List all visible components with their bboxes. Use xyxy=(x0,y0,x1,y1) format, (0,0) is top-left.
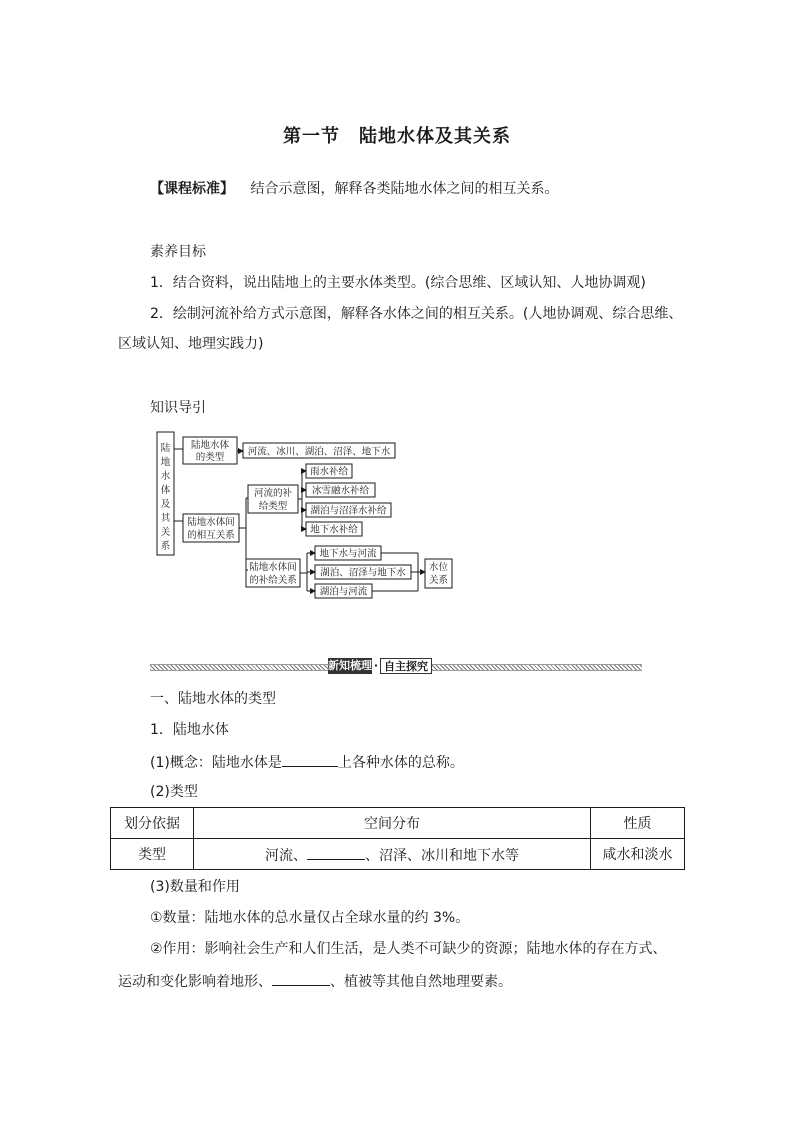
page-title: 第一节 陆地水体及其关系 xyxy=(283,126,511,147)
concept-post: 上各种水体的总称。 xyxy=(337,755,464,771)
banner-stripe-left xyxy=(150,664,328,671)
types-table xyxy=(110,807,685,870)
diagram-relation-line-1: 陆地水体间 xyxy=(187,517,235,528)
diagram-supply-line-1: 河流的补 xyxy=(253,488,293,499)
role-pre: 运动和变化影响着地形、 xyxy=(118,974,272,990)
quantity-label: (3)数量和作用 xyxy=(150,879,240,895)
concept-line xyxy=(150,751,464,773)
guide-heading: 知识导引 xyxy=(150,400,206,416)
diagram-root-char-1: 陆 xyxy=(160,443,171,454)
distribution-blank[interactable] xyxy=(307,844,365,860)
diagram-supply-line-2: 给类型 xyxy=(258,501,288,512)
literacy-heading: 素养目标 xyxy=(150,244,206,260)
concept-pre: (1)概念：陆地水体是 xyxy=(150,755,282,771)
diagram-types-list: 河流、冰川、湖泊、沼泽、地下水 xyxy=(247,446,391,458)
diagram-root-char-5: 及 xyxy=(160,499,171,510)
course-standard-text: 结合示意图，解释各类陆地水体之间的相互关系。 xyxy=(250,181,559,197)
role-blank[interactable] xyxy=(272,970,330,986)
diagram-mutual-line-2: 的补给关系 xyxy=(249,575,297,586)
table-row xyxy=(111,808,685,839)
section-1-sub-1: 1．陆地水体 xyxy=(150,722,229,738)
quantity-text: ①数量：陆地水体的总水量仅占全球水量的约 3%。 xyxy=(150,910,470,926)
role-text-2 xyxy=(118,970,512,992)
table-cell-nature: 咸水和淡水 xyxy=(591,839,685,870)
section-1-heading: 一、陆地水体的类型 xyxy=(150,691,276,707)
distribution-pre: 河流、 xyxy=(265,847,307,864)
diagram-mutual-label-ground-river: 地下水与河流 xyxy=(319,548,377,560)
role-text-1: ②作用：影响社会生产和人们生活，是人类不可缺少的资源；陆地水体的存在方式、 xyxy=(150,941,667,957)
literacy-item-2-cont: 区域认知、地理实践力) xyxy=(118,336,264,352)
diagram-mutual-label-lake-river: 湖泊与河流 xyxy=(319,586,368,598)
diagram-supply-label-snowmelt: 冰雪融水补给 xyxy=(311,485,370,497)
diagram-mutual-label-lake-ground: 湖泊、沼泽与地下水 xyxy=(320,567,406,579)
diagram-root-char-6: 其 xyxy=(160,513,171,524)
diagram-root-char-7: 关 xyxy=(160,527,171,538)
role-post: 、植被等其他自然地理要素。 xyxy=(330,974,512,990)
table-cell-row-label: 类型 xyxy=(111,839,194,870)
distribution-post: 、沼泽、冰川和地下水等 xyxy=(365,847,519,864)
table-header-nature: 性质 xyxy=(591,808,685,839)
literacy-item-2: 2．绘制河流补给方式示意图，解释各水体之间的相互关系。(人地协调观、综合思维、 xyxy=(150,306,683,322)
banner-tag-left: 新知梳理 xyxy=(328,659,372,672)
diagram-supply-label-rain: 雨水补给 xyxy=(309,466,349,478)
diagram-supply-label-lake-swamp: 湖泊与沼泽水补给 xyxy=(310,505,387,517)
banner-dot: · xyxy=(373,659,379,672)
diagram-root-char-4: 体 xyxy=(160,485,171,496)
diagram-root-char-2: 地 xyxy=(160,457,171,468)
banner-stripe-right xyxy=(432,664,642,671)
diagram-root-char-3: 水 xyxy=(160,471,171,482)
diagram-root-char-8: 系 xyxy=(160,541,171,552)
diagram-relation-line-2: 的相互关系 xyxy=(187,530,235,541)
banner-tag-right: 自主探究 xyxy=(380,658,432,674)
table-row xyxy=(111,839,685,870)
diagram-supply-label-groundwater: 地下水补给 xyxy=(310,524,358,536)
diagram-level-line-2: 关系 xyxy=(428,575,449,586)
course-standard-label: 【课程标准】 xyxy=(150,181,234,197)
literacy-item-1: 1．结合资料，说出陆地上的主要水体类型。(综合思维、区域认知、人地协调观) xyxy=(150,275,646,291)
table-header-distribution: 空间分布 xyxy=(194,808,591,839)
types-label: (2)类型 xyxy=(150,784,198,800)
table-cell-distribution xyxy=(194,839,591,870)
diagram-mutual-line-1: 陆地水体间 xyxy=(249,562,297,573)
concept-blank[interactable] xyxy=(282,751,338,767)
diagram-level-line-1: 水位 xyxy=(428,562,449,573)
diagram-types-line-1: 陆地水体 xyxy=(190,440,230,451)
diagram-types-line-2: 的类型 xyxy=(195,452,225,463)
table-header-basis: 划分依据 xyxy=(111,808,194,839)
